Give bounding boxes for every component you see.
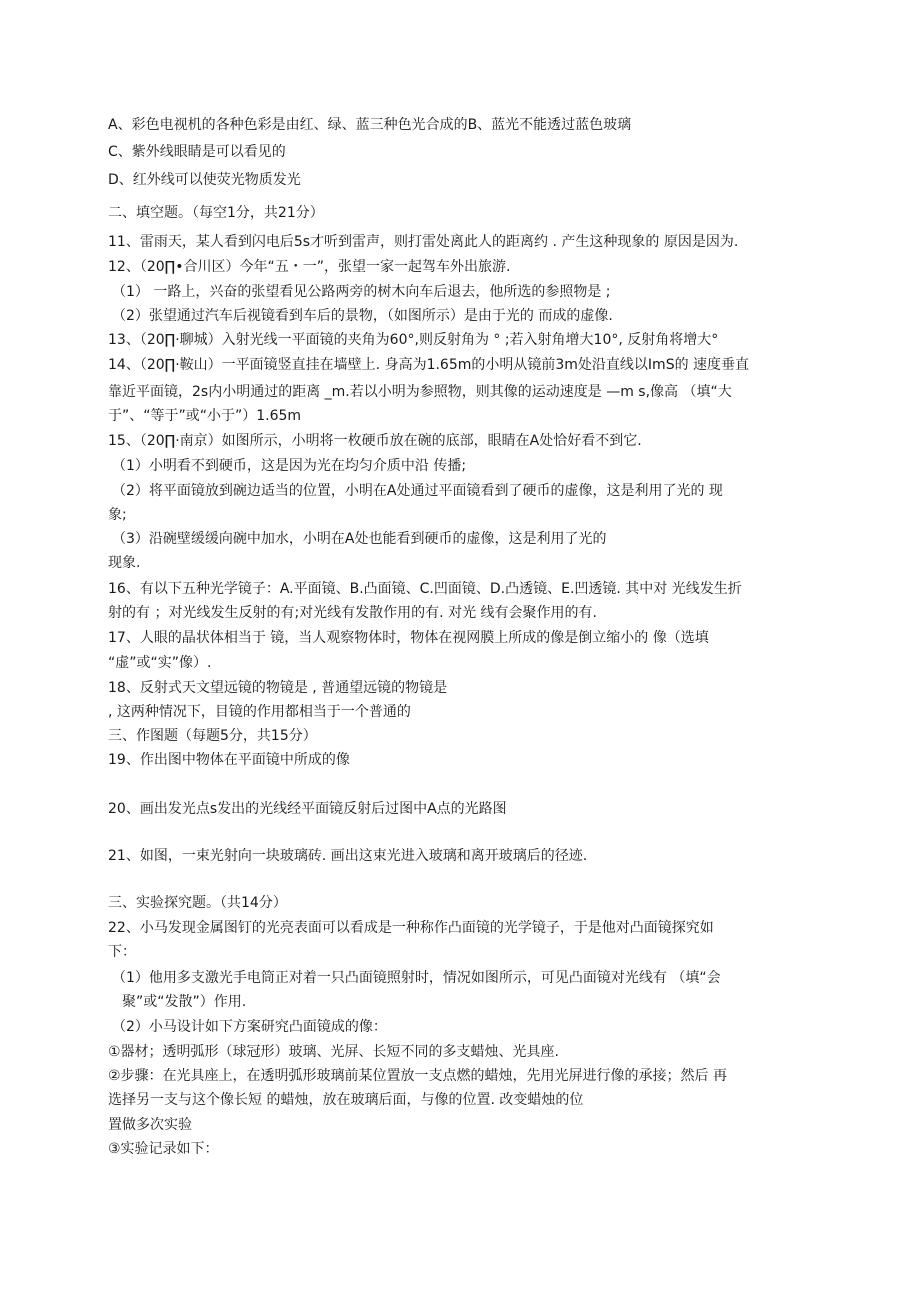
choice-a-b: A、彩色电视机的各种色彩是由红、绿、蓝三种色光合成的B、蓝光不能透过蓝色玻璃 bbox=[108, 117, 632, 133]
question-15: 15、（20∏·南京）如图所示，小明将一枚硬币放在碗的底部，眼睛在A处恰好看不到它. bbox=[108, 433, 642, 449]
question-15-part-3-cont: 现象. bbox=[108, 555, 141, 571]
question-12: 12、（20∏•合川区）今年“五・一”，张望一家一起驾车外出旅游. bbox=[108, 259, 511, 275]
question-18-line-1: 18、反射式天文望远镜的物镜是 , 普通望远镜的物镜是 bbox=[108, 680, 448, 696]
question-22-part-1-cont: 聚”或“发散”）作用. bbox=[122, 994, 247, 1010]
steps-line-2: 选择另一支与这个像长短 的蜡烛，放在玻璃后面，与像的位置. 改变蜡烛的位 bbox=[108, 1092, 584, 1108]
question-21: 21、如图，一束光射向一块玻璃砖. 画出这束光进入玻璃和离开玻璃后的径迹. bbox=[108, 848, 588, 864]
question-12-part-2: （2）张望通过汽车后视镜看到车后的景物，（如图所示）是由于光的 而成的虚像. bbox=[112, 308, 613, 324]
records-line: ③实验记录如下： bbox=[108, 1141, 219, 1157]
question-16-line-2: 射的有 ；对光线发生反射的有;对光线有发散作用的有. 对光 线有会聚作用的有. bbox=[108, 605, 597, 621]
question-14-line-1: 14、（20∏·鞍山）一平面镜竖直挂在墙壁上. 身高为1.65m的小明从镜前3m处沿直线以ImS的 速度垂直 bbox=[108, 357, 750, 373]
question-22-part-1: （1）他用多支激光手电筒正对着一只凸面镜照射时，情况如图所示，可见凸面镜对光线有 （填“会 bbox=[112, 970, 721, 986]
equipment-line: ①器材；透明弧形（球冠形）玻璃、光屏、长短不同的多支蜡烛、光具座. bbox=[108, 1044, 559, 1060]
steps-line-1: ②步骤：在光具座上，在透明弧形玻璃前某位置放一支点燃的蜡烛，先用光屏进行像的承接；然后 再 bbox=[108, 1068, 727, 1084]
question-22-part-2: （2）小马设计如下方案研究凸面镜成的像： bbox=[112, 1019, 387, 1035]
question-22-line-1: 22、小马发现金属图钉的光亮表面可以看成是一种称作凸面镜的光学镜子，于是他对凸面镜探究如 bbox=[108, 920, 714, 936]
section-fill-blank-heading: 二、填空题。（每空1分，共21分） bbox=[108, 205, 324, 221]
steps-line-3: 置做多次实验 bbox=[108, 1117, 192, 1133]
section-drawing-heading: 三、作图题（每题5分，共15分） bbox=[108, 728, 317, 744]
choice-c: C、紫外线眼睛是可以看见的 bbox=[108, 144, 286, 160]
question-16-line-1: 16、有以下五种光学镜子：A.平面镜、B.凸面镜、C.凹面镜、D.凸透镜、E.凹透镜. 其中对 光线发生折 bbox=[108, 581, 742, 597]
question-17-line-2: “虚”或“实”像）. bbox=[108, 655, 212, 671]
question-20: 20、画出发光点s发出的光线经平面镜反射后过图中A点的光路图 bbox=[108, 801, 507, 817]
question-13: 13、（20∏·聊城）入射光线一平面镜的夹角为60°,则反射角为 ° ;若入射角增大10°, 反射角将增大° bbox=[108, 332, 719, 348]
question-12-part-1: （1） 一路上，兴奋的张望看见公路两旁的树木向车后退去，他所选的参照物是 ; bbox=[112, 284, 611, 300]
question-15-part-3: （3）沿碗壁缓缓向碗中加水，小明在A处也能看到硬币的虚像，这是利用了光的 bbox=[112, 531, 607, 547]
question-15-part-2-cont: 象; bbox=[108, 507, 127, 523]
question-19: 19、作出图中物体在平面镜中所成的像 bbox=[108, 752, 350, 768]
question-11: 11、雷雨天，某人看到闪电后5s才听到雷声，则打雷处离此人的距离约 . 产生这种现象的 原因是因为. bbox=[108, 234, 739, 250]
question-22-line-2: 下： bbox=[108, 944, 136, 960]
question-15-part-1: （1）小明看不到硬币，这是因为光在均匀介质中沿 传播; bbox=[112, 458, 467, 474]
question-15-part-2: （2）将平面镜放到碗边适当的位置，小明在A处通过平面镜看到了硬币的虚像，这是利用了光的 现 bbox=[112, 483, 723, 499]
question-14-line-3: 于”、“等于”或“小于”）1.65m bbox=[108, 408, 302, 424]
question-18-line-2: , 这两种情况下，目镜的作用都相当于一个普通的 bbox=[108, 704, 411, 720]
question-14-line-2: 靠近平面镜，2s内小明通过的距离 _m.若以小明为参照物，则其像的运动速度是 —m s,像高 （填“大 bbox=[108, 384, 732, 400]
question-17-line-1: 17、人眼的晶状体相当于 镜，当人观察物体时，物体在视网膜上所成的像是倒立缩小的 像（选填 bbox=[108, 630, 709, 646]
choice-d: D、红外线可以使荧光物质发光 bbox=[108, 172, 301, 188]
section-experiment-heading: 三、实验探究题。（共14分） bbox=[108, 895, 287, 911]
